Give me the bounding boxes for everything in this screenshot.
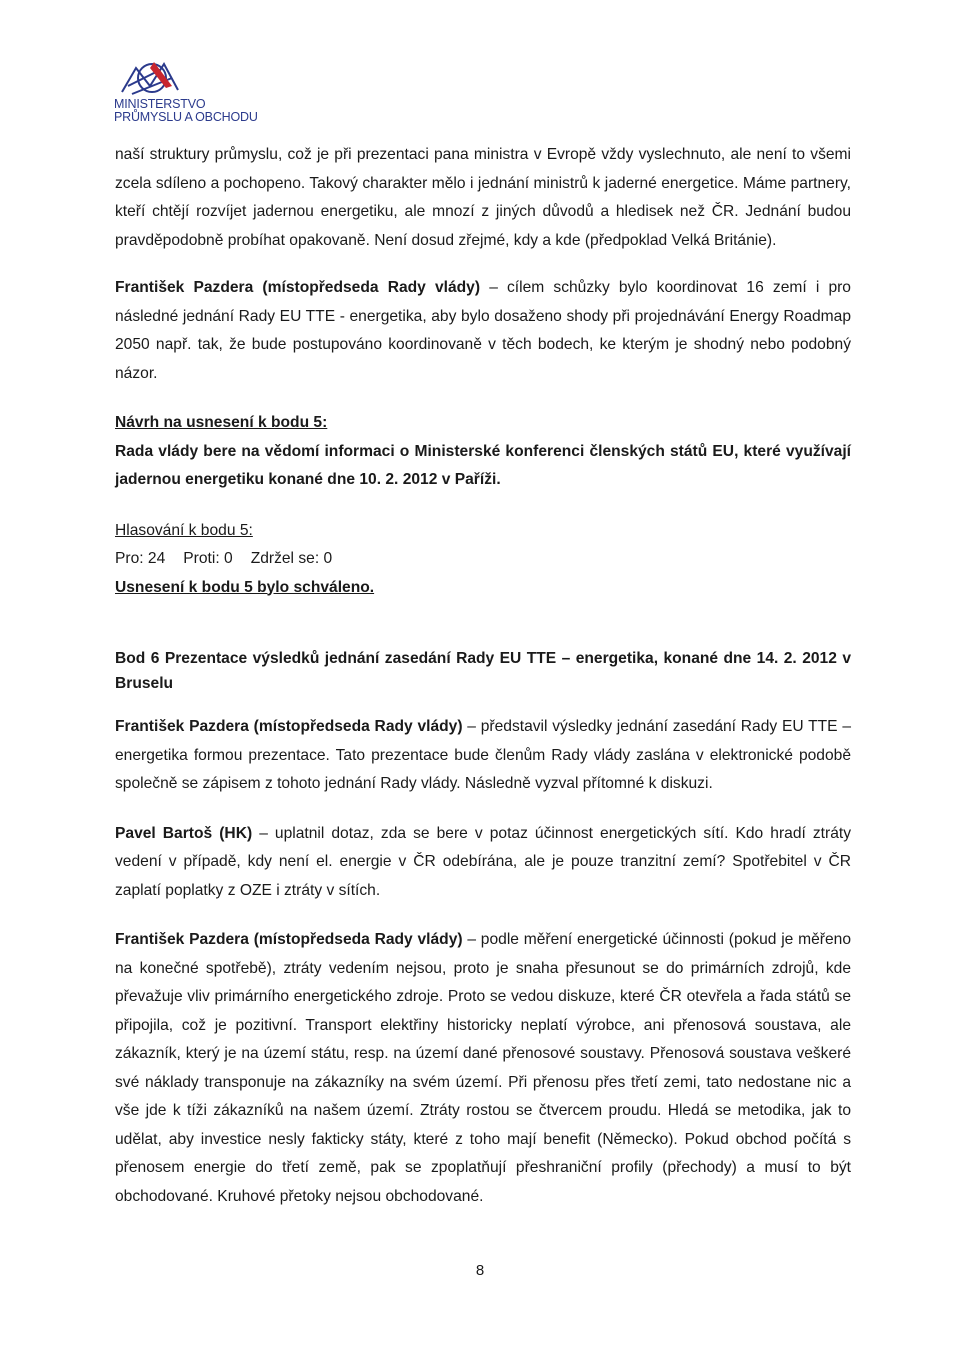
speaker-name: Pavel Bartoš (HK) [115, 824, 253, 842]
paragraph-pazdera-3 [115, 926, 851, 1211]
proposal-title: Návrh na usnesení k bodu 5: [115, 414, 328, 431]
paragraph-pazdera-2 [115, 713, 851, 799]
speaker-name: František Pazdera (místopředseda Rady vlády) [115, 931, 463, 948]
page-number: 8 [475, 1262, 485, 1279]
paragraph-bartos [115, 820, 851, 906]
voting-title: Hlasování k bodu 5: [115, 521, 253, 539]
proposal-text: Rada vlády bere na vědomí informaci o Ministerské konferenci členských států EU, které využívají jadernou energetiku konané dne 10. 2. 2012 v Paříži. [115, 442, 851, 488]
voting-results [115, 545, 851, 574]
vote-proti: Proti: 0 [183, 550, 233, 567]
logo-text [114, 98, 258, 124]
ministry-logo [114, 56, 274, 126]
logo-line-1: MINISTERSTVO [114, 97, 206, 111]
intro-paragraph: naší struktury průmyslu, což je při prezentaci pana ministra v Evropě vždy vyslechnuto, ale není to všemi zcela sdíleno a pochopeno. Takový charakter mělo i jednání ministrů k jaderné energetice. Máme partnery, kteří chtějí rozvíjet jadernou energetiku, ale mnozí z jiných důvodů a hledisek než ČR. Jednání budou pravděpodobně probíhat opakovaně. Není dosud zřejmé, kdy a kde (předpoklad Velká Británie). [115, 146, 851, 249]
paragraph-text: – cílem schůzky bylo koordinovat 16 zemí i pro následné jednání Rady EU TTE - energetika, aby bylo dosaženo shody při projednávání Energy Roadmap 2050 např. tak, že bude postupováno koordinovaně v těch bodech, ke kterým je shodný nebo podobný názor. [115, 279, 851, 382]
paragraph-pazdera-1 [115, 274, 851, 388]
paragraph-text: – podle měření energetické účinnosti (pokud je měřeno na konečné spotřebě), ztráty vedením nejsou, proto je snaha přesunout se do primárních zdrojů, kde převažuje vliv primárního energetického zdroje. Proto se vedou diskuze, které ČR otevřela a řada států se připojila, což je pozitivní. Transport elektřiny historicky neplatí výrobce, ani přenosová soustava, ale zákazník, který je na území státu, resp. na území dané přenosové soustavy. Přenosová soustava veškeré své náklady transponuje na zákazníky na svém území. Při přenosu přes třetí zemi, tato nedostane nic a vše jde k tíži zákazníků na našem území. Ztráty rostou se čtvercem proudu. Hledá se metodika, jak to udělat, aby investice nesly fakticky státy, které z toho mají benefit (Německo). Pokud obchod počítá s přenosem energie do třetí země, pak se zpoplatňují přeshraniční profily (přechody) a musí to být obchodované. Kruhové přetoky nejsou obchodované. [115, 931, 852, 1205]
ministry-emblem-icon [114, 56, 184, 98]
voting-result: Usnesení k bodu 5 bylo schváleno. [115, 578, 375, 596]
bod6-title: Bod 6 Prezentace výsledků jednání zasedání Rady EU TTE – energetika, konané dne 14. 2. 2012 v Bruselu [115, 650, 851, 692]
paragraph-text: – představil výsledky jednání zasedání Rady EU TTE – energetika formou prezentace. Tato prezentace bude členům Rady vlády zaslána v elektronické podobě společně se zápisem z tohoto jednání Rady vlády. Následně vyzval přítomné k diskuzi. [115, 718, 851, 792]
vote-zdrzel: Zdržel se: 0 [250, 550, 333, 567]
speaker-name: František Pazdera (místopředseda Rady vlády) [115, 718, 463, 735]
document-body [115, 141, 851, 1211]
paragraph-text: – uplatnil dotaz, zda se bere v potaz účinnost energetických sítí. Kdo hradí ztráty vedení v případě, kdy není el. energie v ČR odebírána, ale je pouze tranzitní zemí? Spotřebitel v ČR zaplatí poplatky z OZE i ztráty v sítích. [115, 824, 851, 899]
logo-line-2: PRŮMYSLU A OBCHODU [114, 110, 258, 124]
vote-pro: Pro: 24 [115, 550, 166, 567]
speaker-name: František Pazdera (místopředseda Rady vlády) [115, 279, 481, 296]
